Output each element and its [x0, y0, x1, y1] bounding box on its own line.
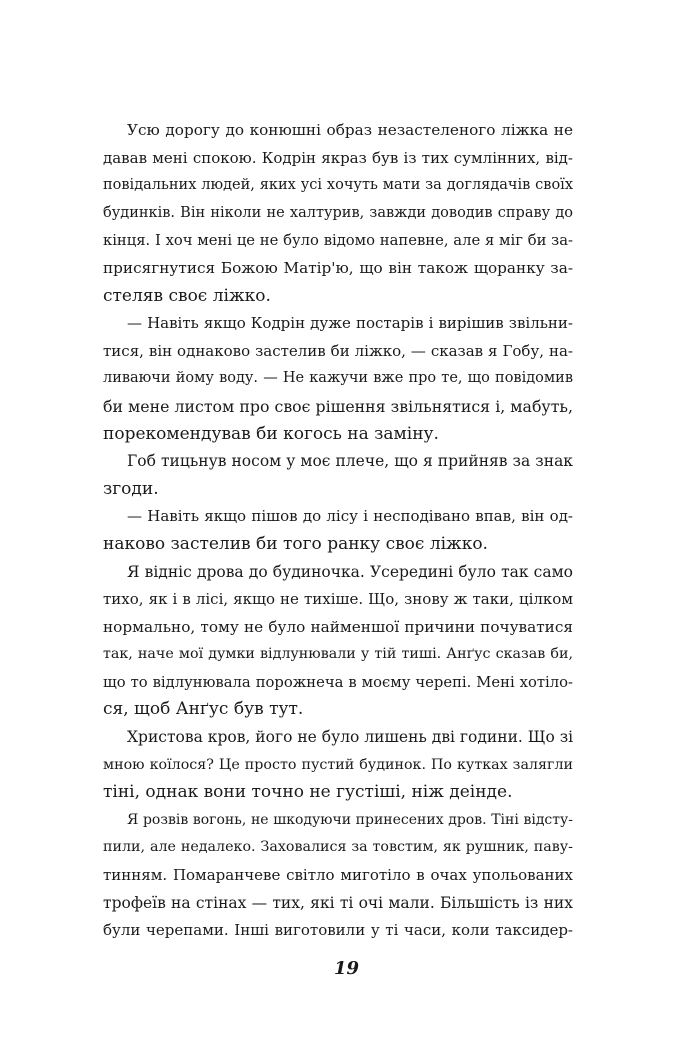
- text-line: пили, але недалеко. Заховалися за товстим, як рушник, паву-: [103, 839, 573, 856]
- text-line: трофеїв на стінах — тих, які ті очі мали. Більшість із них: [103, 893, 573, 912]
- body-text: [103, 117, 573, 945]
- text-line: ся, щоб Анґус був тут.: [103, 699, 304, 720]
- text-line: Усю дорогу до конюшні образ незастеленого ліжка не: [127, 121, 573, 139]
- text-line: наково застелив би того ранку своє ліжко.: [103, 533, 488, 554]
- text-line: мною коїлося? Це просто пустий будинок. По кутках залягли: [103, 756, 573, 773]
- text-line: будинків. Він ніколи не халтурив, завжди доводив справу до: [103, 204, 573, 221]
- text-line: — Навіть якщо пішов до лісу і несподівано впав, він од-: [127, 507, 573, 526]
- text-line: тинням. Помаранчеве світло миготіло в очах упольованих: [103, 866, 573, 885]
- page-number: 19: [333, 958, 360, 979]
- text-line: так, наче мої думки відлунювали у тій тиші. Анґус сказав би,: [103, 646, 573, 663]
- text-line: нормально, тому не було найменшої причини почуватися: [103, 617, 573, 636]
- text-line: ливаючи йому воду. — Не кажучи вже про те, що повідомив: [103, 370, 573, 387]
- text-line: що то відлунювала порожнеча в моєму черепі. Мені хотіло-: [103, 673, 573, 691]
- text-line: присягнутися Божою Матір'ю, що він також щоранку за-: [103, 258, 573, 277]
- text-line: порекомендував би когось на заміну.: [103, 423, 439, 444]
- text-line: згоди.: [103, 478, 159, 499]
- text-line: давав мені спокою. Кодрін якраз був із тих сумлінних, від-: [103, 148, 573, 167]
- text-line: стеляв своє ліжко.: [103, 285, 271, 306]
- text-line: би мене листом про своє рішення звільнятися і, мабуть,: [103, 396, 573, 416]
- text-line: повідальних людей, яких усі хочуть мати за доглядачів своїх: [103, 177, 573, 194]
- text-line: кінця. І хоч мені це не було відомо напевне, але я міг би за-: [103, 232, 573, 250]
- text-line: тихо, як і в лісі, якщо не тихіше. Що, знову ж таки, цілком: [103, 590, 573, 609]
- text-line: були черепами. Інші виготовили у ті часи, коли таксидер-: [103, 921, 573, 940]
- text-line: Гоб тицьнув носом у моє плече, що я прийняв за знак: [127, 452, 573, 471]
- text-line: тіні, однак вони точно не густіші, ніж деінде.: [103, 782, 513, 803]
- text-line: Я розвів вогонь, не шкодуючи принесених дров. Тіні відсту-: [127, 811, 573, 828]
- text-line: — Навіть якщо Кодрін дуже постарів і вирішив звільни-: [127, 314, 573, 333]
- text-line: Я відніс дрова до будиночка. Усередині було так само: [127, 562, 573, 581]
- text-line: тися, він однаково застелив би ліжко, — сказав я Гобу, на-: [103, 341, 573, 360]
- text-line: Христова кров, його не було лишень дві години. Що зі: [127, 728, 574, 747]
